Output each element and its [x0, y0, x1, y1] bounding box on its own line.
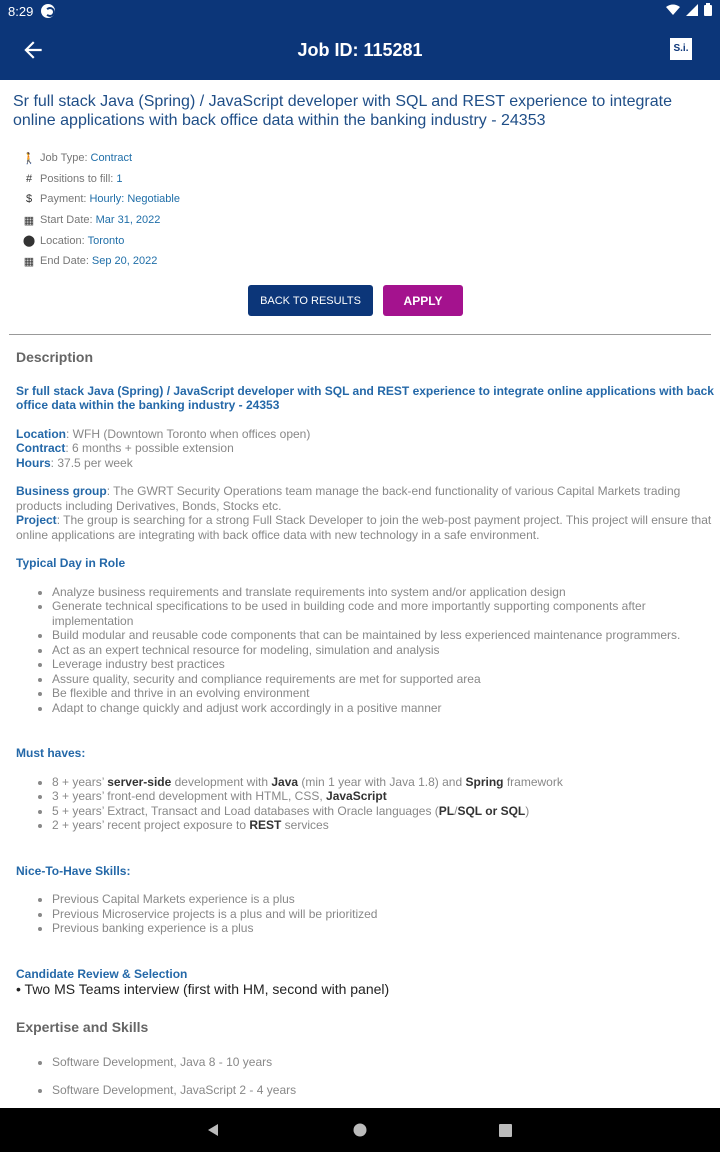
list-item: • Software Development, Java 8 - 10 years: [52, 1055, 716, 1070]
candidate-review-heading: Candidate Review & Selection: [16, 966, 188, 981]
list-item: • 5 + years’ Extract, Transact and Load databases with Oracle languages (PL/SQL or SQL): [52, 804, 716, 819]
list-item: • Be flexible and thrive in an evolving environment: [52, 686, 716, 701]
list-item: • Act as an expert technical resource for modeling, simulation and analysis: [52, 643, 716, 658]
app-bar: [0, 22, 720, 80]
meta-label: Location:: [40, 234, 85, 247]
calendar-icon: ▦: [23, 214, 35, 227]
status-bar: [0, 0, 720, 22]
list-item: • Adapt to change quickly and adjust work accordingly in a positive manner: [52, 701, 716, 716]
divider: [9, 334, 711, 335]
location-label: Location: [16, 426, 66, 441]
meta-row: [22, 148, 180, 169]
status-time: 8:29: [8, 4, 34, 19]
meta-value: 1: [116, 172, 123, 185]
candidate-review-text: • Two MS Teams interview (first with HM, second with panel): [16, 981, 390, 997]
expertise-list: [16, 1055, 716, 1098]
list-item: • Software Development, JavaScript 2 - 4 years: [52, 1083, 716, 1098]
meta-value: Mar 31, 2022: [95, 214, 161, 227]
list-item: • Previous Capital Markets experience is a plus: [52, 892, 716, 907]
nice-to-have-heading: Nice-To-Have Skills:: [16, 863, 131, 878]
list-item: • Build modular and reusable code components that can be maintained by less experienced maintenance programmers.: [52, 628, 716, 643]
meta-row: [22, 169, 180, 190]
nav-back-icon[interactable]: [206, 1123, 220, 1137]
meta-label: Positions to fill:: [40, 172, 114, 185]
nav-recents-icon[interactable]: [499, 1124, 512, 1137]
project-value: : The group is searching for a strong Full Stack Developer to join the web-post payment project. This project will ensure that online applications are integrating with back office data with new technology in a safe environment.: [16, 513, 712, 542]
app-notification-icon: [41, 4, 55, 18]
list-item: • Previous Microservice projects is a plus and will be prioritized: [52, 907, 716, 922]
battery-icon: [704, 3, 712, 16]
business-group-label: Business group: [16, 484, 107, 498]
hours-value: : 37.5 per week: [50, 455, 133, 470]
list-item: • Leverage industry best practices: [52, 657, 716, 672]
meta-row: [22, 230, 180, 251]
signal-icon: [686, 4, 698, 16]
meta-label: End Date:: [40, 255, 89, 268]
system-nav-bar: [0, 1108, 720, 1152]
meta-value: Toronto: [87, 234, 125, 247]
business-group-value: : The GWRT Security Operations team manage the back-end functionality of various Capital Markets trading products including Derivatives, Bonds, Stocks etc.: [16, 484, 681, 513]
person-icon: 🚶: [22, 152, 36, 165]
meta-row: [22, 189, 180, 210]
typical-day-heading: Typical Day in Role: [16, 556, 126, 570]
location-value: : WFH (Downtown Toronto when offices open): [66, 426, 311, 441]
list-item: • Generate technical specifications to be used in building code and more importantly supporting components after implementation: [52, 599, 716, 628]
expertise-heading: Expertise and Skills: [16, 1019, 149, 1035]
project-label: Project: [16, 513, 57, 527]
list-item: • 2 + years’ recent project exposure to REST services: [52, 818, 716, 833]
apply-button[interactable]: APPLY: [383, 285, 463, 316]
hash-icon: #: [25, 172, 33, 185]
calendar-icon: ▦: [23, 255, 35, 268]
nav-home-icon[interactable]: [353, 1123, 367, 1137]
description-heading: Description: [16, 349, 94, 365]
meta-label: Job Type:: [40, 152, 88, 165]
list-item: • 8 + years’ server-side development with Java (min 1 year with Java 1.8) and Spring framework: [52, 775, 716, 790]
job-description: [16, 350, 716, 1112]
meta-value: Sep 20, 2022: [91, 255, 158, 268]
wifi-icon: [666, 4, 680, 16]
meta-label: Start Date:: [40, 214, 93, 227]
job-title: Sr full stack Java (Spring) / JavaScript developer with SQL and REST experience to integrate online applications with back office data within the banking industry - 24353: [13, 93, 672, 129]
job-meta: [22, 148, 180, 272]
meta-value: Hourly: Negotiable: [89, 193, 180, 206]
contract-label: Contract: [16, 441, 66, 455]
meta-label: Payment:: [40, 193, 87, 206]
hours-label: Hours: [16, 455, 51, 470]
page-title: Job ID: 115281: [297, 40, 423, 60]
must-haves-list: [16, 775, 716, 833]
list-item: • Analyze business requirements and translate requirements into system and/or application design: [52, 585, 716, 600]
brand-logo: S.i.: [670, 38, 692, 60]
location-pin-icon: ⬤: [22, 235, 36, 248]
list-item: • Previous banking experience is a plus: [52, 921, 716, 936]
meta-value: Contract: [90, 152, 133, 165]
meta-row: [22, 251, 180, 272]
list-item: • Assure quality, security and compliance requirements are met for supported area: [52, 672, 716, 687]
must-haves-heading: Must haves:: [16, 746, 86, 760]
list-item: • 3 + years’ front-end development with HTML, CSS, JavaScript: [52, 789, 716, 804]
contract-value: : 6 months + possible extension: [65, 441, 234, 455]
typical-day-list: [16, 585, 716, 716]
dollar-icon: $: [25, 193, 33, 206]
description-subtitle: Sr full stack Java (Spring) / JavaScript developer with SQL and REST experience to integrate online applications with back office data within the banking industry - 24353: [16, 383, 714, 412]
back-to-results-button[interactable]: BACK TO RESULTS: [248, 285, 373, 316]
status-icons: [666, 3, 712, 16]
meta-row: [22, 210, 180, 231]
nice-to-have-list: [16, 892, 716, 936]
